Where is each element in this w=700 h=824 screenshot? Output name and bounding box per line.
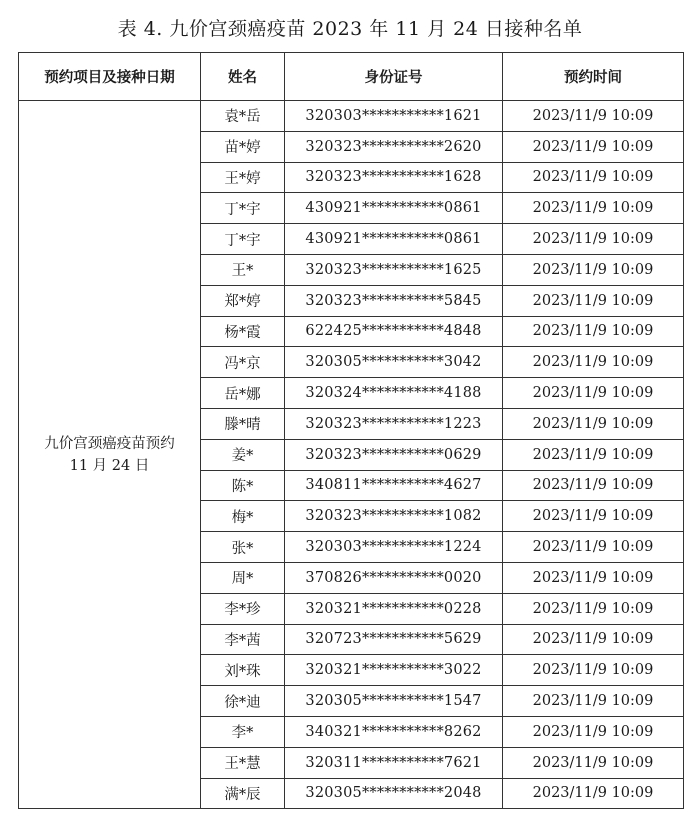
cell-booking-time: 2023/11/9 10:09 (503, 470, 684, 501)
cell-id-number: 320303***********1224 (285, 532, 503, 563)
cell-name: 李* (201, 716, 285, 747)
cell-name: 周* (201, 562, 285, 593)
cell-booking-time: 2023/11/9 10:09 (503, 224, 684, 255)
cell-id-number: 320323***********5845 (285, 285, 503, 316)
cell-id-number: 340811***********4627 (285, 470, 503, 501)
cell-booking-time: 2023/11/9 10:09 (503, 747, 684, 778)
cell-booking-time: 2023/11/9 10:09 (503, 254, 684, 285)
cell-id-number: 320323***********1082 (285, 501, 503, 532)
cell-booking-time: 2023/11/9 10:09 (503, 162, 684, 193)
cell-id-number: 320311***********7621 (285, 747, 503, 778)
header-name: 姓名 (201, 53, 285, 101)
cell-booking-time: 2023/11/9 10:09 (503, 378, 684, 409)
cell-id-number: 320323***********1628 (285, 162, 503, 193)
cell-name: 王*婷 (201, 162, 285, 193)
cell-name: 郑*婷 (201, 285, 285, 316)
cell-name: 岳*娜 (201, 378, 285, 409)
cell-id-number: 320323***********1223 (285, 408, 503, 439)
cell-id-number: 320305***********1547 (285, 686, 503, 717)
cell-booking-time: 2023/11/9 10:09 (503, 655, 684, 686)
cell-id-number: 320323***********0629 (285, 439, 503, 470)
cell-name: 苗*婷 (201, 131, 285, 162)
cell-booking-time: 2023/11/9 10:09 (503, 193, 684, 224)
cell-booking-time: 2023/11/9 10:09 (503, 501, 684, 532)
vaccination-roster-table (18, 52, 684, 809)
header-project-date: 预约项目及接种日期 (19, 53, 201, 101)
cell-id-number: 320321***********0228 (285, 593, 503, 624)
cell-name: 刘*珠 (201, 655, 285, 686)
cell-id-number: 320723***********5629 (285, 624, 503, 655)
cell-booking-time: 2023/11/9 10:09 (503, 101, 684, 132)
project-date: 11 月 24 日 (69, 457, 150, 474)
table-row (19, 101, 684, 132)
cell-id-number: 622425***********4848 (285, 316, 503, 347)
cell-id-number: 320323***********1625 (285, 254, 503, 285)
cell-id-number: 320321***********3022 (285, 655, 503, 686)
cell-booking-time: 2023/11/9 10:09 (503, 593, 684, 624)
cell-project-date (19, 101, 201, 809)
cell-name: 滕*晴 (201, 408, 285, 439)
cell-booking-time: 2023/11/9 10:09 (503, 316, 684, 347)
cell-name: 杨*霞 (201, 316, 285, 347)
cell-name: 满*辰 (201, 778, 285, 809)
cell-id-number: 320305***********3042 (285, 347, 503, 378)
cell-booking-time: 2023/11/9 10:09 (503, 285, 684, 316)
header-id-number: 身份证号 (285, 53, 503, 101)
cell-name: 丁*宇 (201, 193, 285, 224)
cell-name: 冯*京 (201, 347, 285, 378)
cell-booking-time: 2023/11/9 10:09 (503, 686, 684, 717)
cell-name: 梅* (201, 501, 285, 532)
cell-name: 王* (201, 254, 285, 285)
cell-id-number: 320323***********2620 (285, 131, 503, 162)
cell-id-number: 320305***********2048 (285, 778, 503, 809)
cell-booking-time: 2023/11/9 10:09 (503, 716, 684, 747)
cell-id-number: 430921***********0861 (285, 224, 503, 255)
cell-name: 张* (201, 532, 285, 563)
cell-booking-time: 2023/11/9 10:09 (503, 562, 684, 593)
table-header-row (19, 53, 684, 101)
cell-booking-time: 2023/11/9 10:09 (503, 624, 684, 655)
cell-name: 陈* (201, 470, 285, 501)
cell-id-number: 340321***********8262 (285, 716, 503, 747)
cell-booking-time: 2023/11/9 10:09 (503, 131, 684, 162)
cell-name: 李*茜 (201, 624, 285, 655)
cell-booking-time: 2023/11/9 10:09 (503, 439, 684, 470)
cell-id-number: 320324***********4188 (285, 378, 503, 409)
cell-id-number: 430921***********0861 (285, 193, 503, 224)
cell-name: 李*珍 (201, 593, 285, 624)
cell-name: 王*慧 (201, 747, 285, 778)
cell-booking-time: 2023/11/9 10:09 (503, 408, 684, 439)
cell-id-number: 370826***********0020 (285, 562, 503, 593)
cell-name: 袁*岳 (201, 101, 285, 132)
cell-id-number: 320303***********1621 (285, 101, 503, 132)
cell-name: 姜* (201, 439, 285, 470)
cell-name: 徐*迪 (201, 686, 285, 717)
cell-booking-time: 2023/11/9 10:09 (503, 532, 684, 563)
table-body (19, 101, 684, 809)
document-title: 表 4. 九价宫颈癌疫苗 2023 年 11 月 24 日接种名单 (117, 18, 583, 40)
cell-booking-time: 2023/11/9 10:09 (503, 347, 684, 378)
project-name: 九价宫颈癌疫苗预约 (44, 435, 175, 452)
header-booking-time: 预约时间 (503, 53, 684, 101)
cell-booking-time: 2023/11/9 10:09 (503, 778, 684, 809)
cell-name: 丁*宇 (201, 224, 285, 255)
